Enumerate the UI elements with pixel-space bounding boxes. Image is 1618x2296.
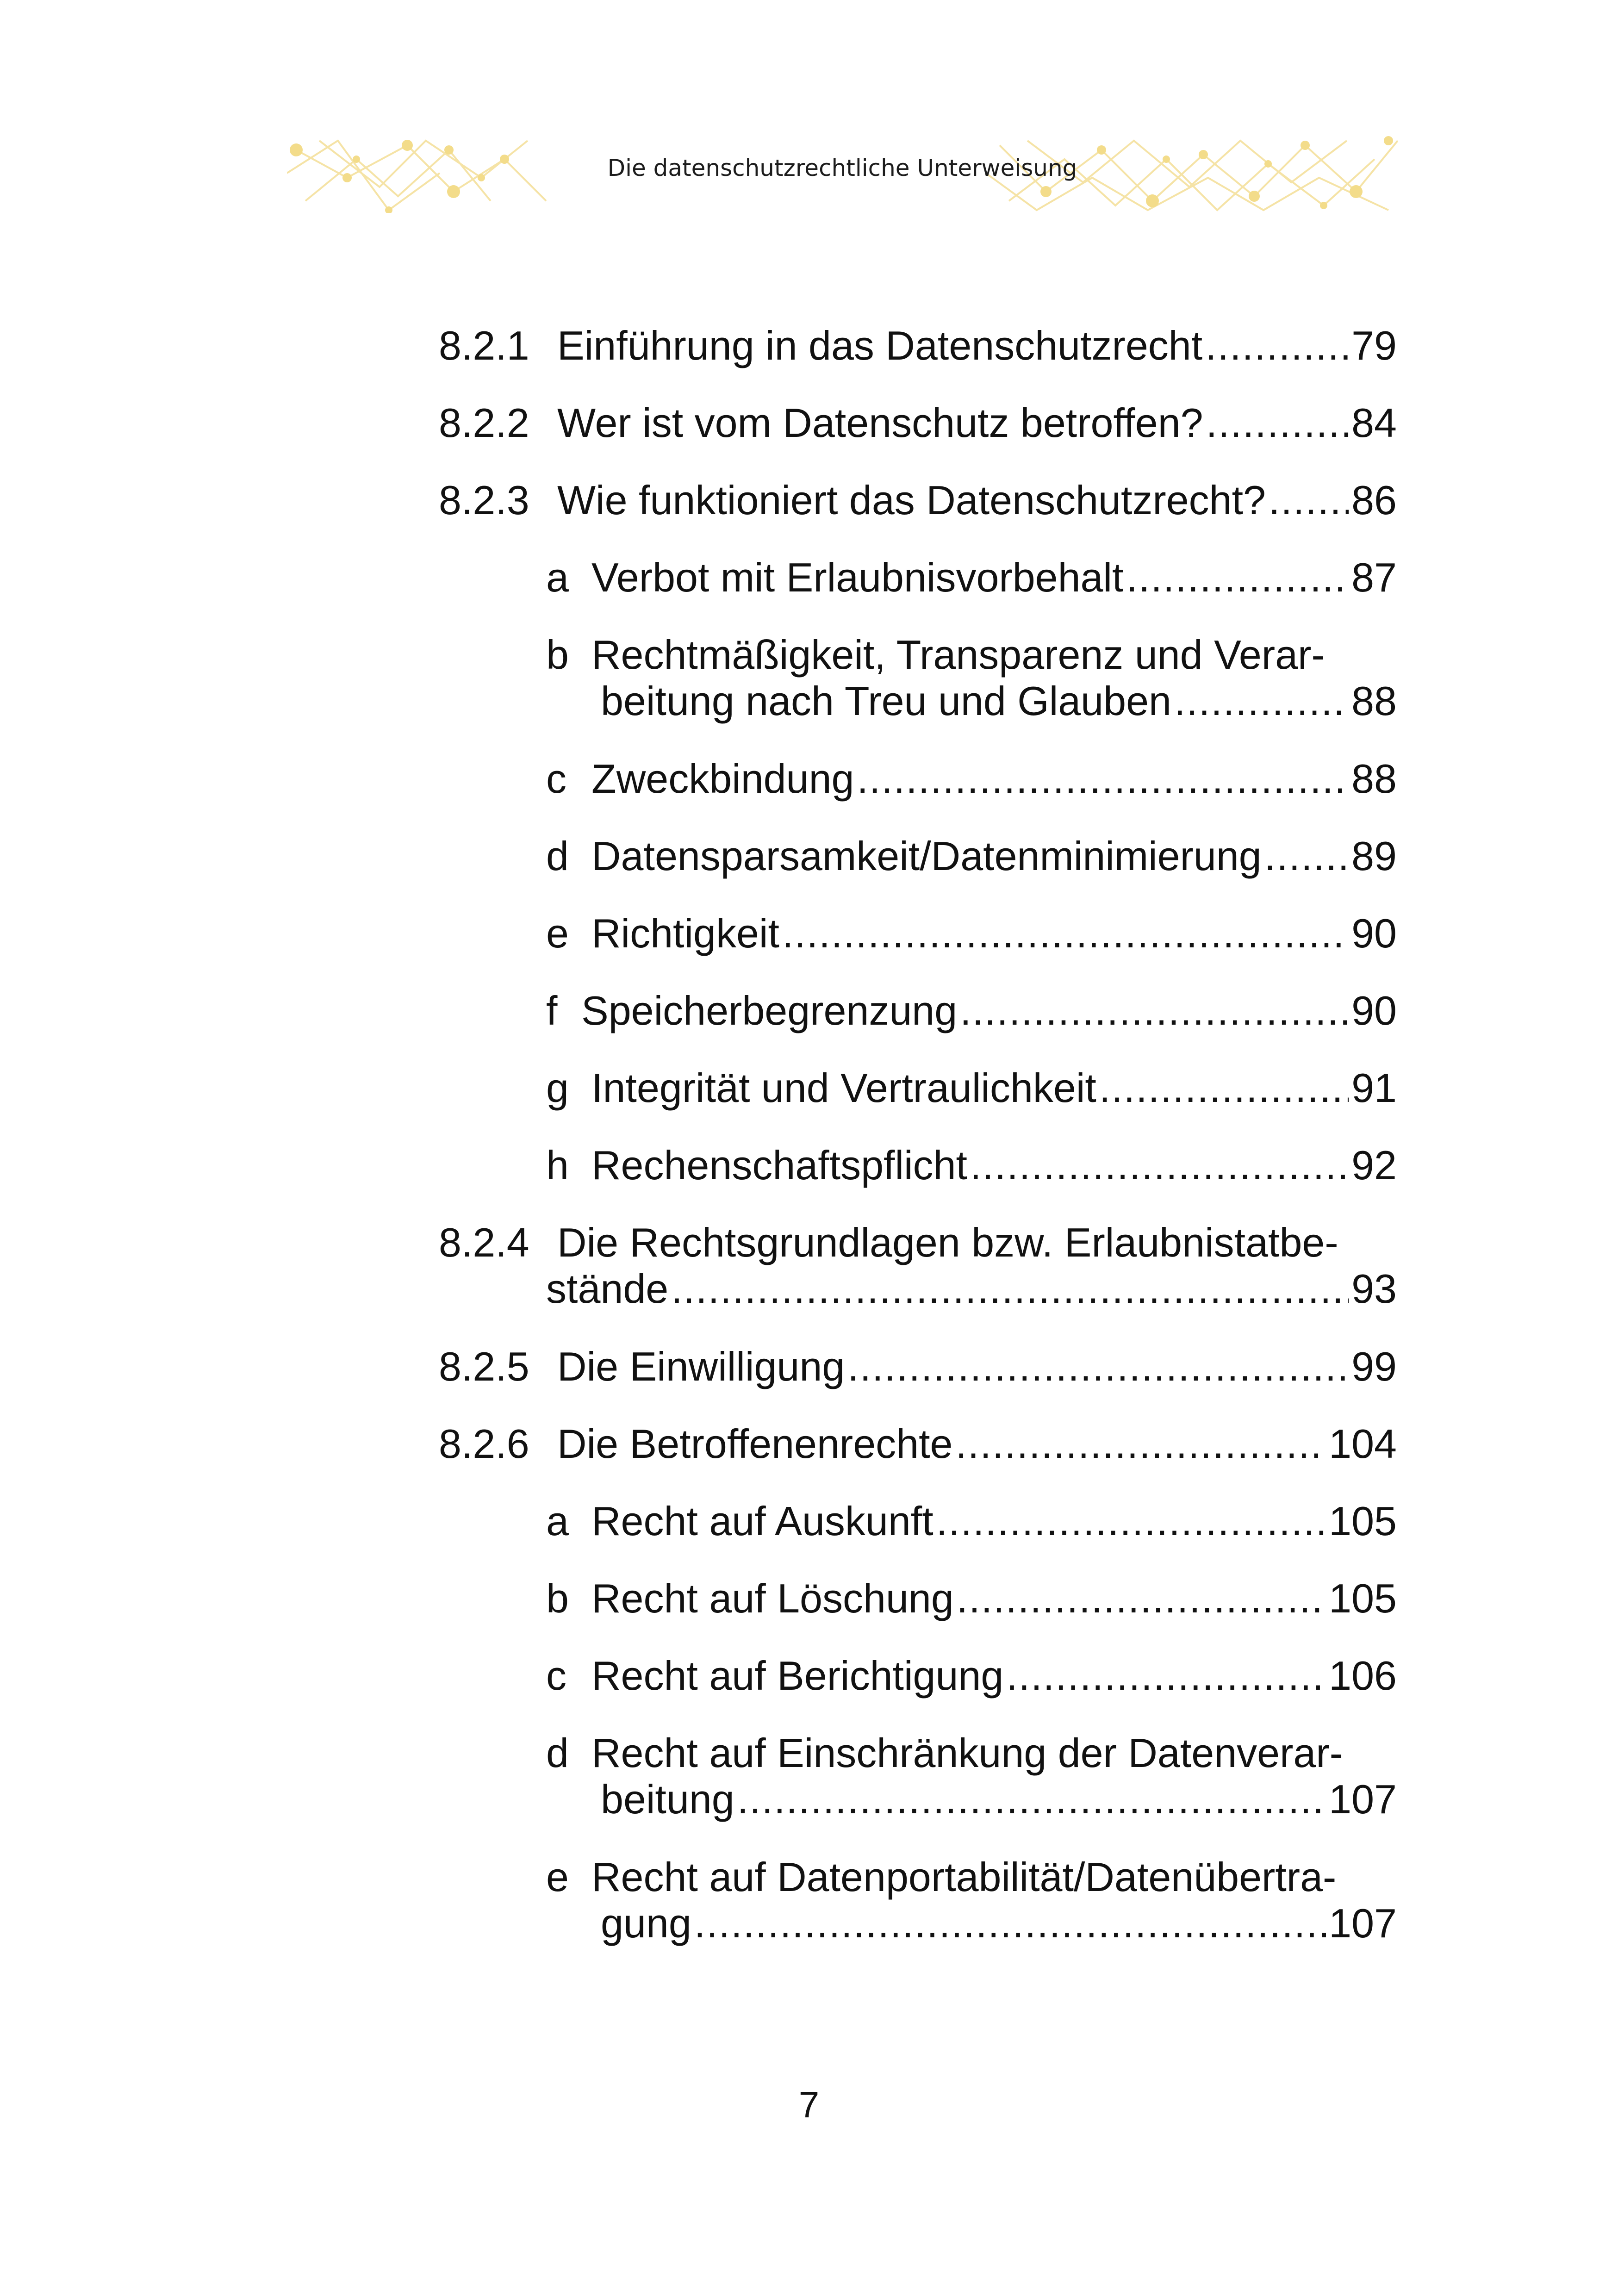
dot-leader [737, 1776, 1326, 1823]
toc-entry-title: Datensparsamkeit/Datenminimierung [591, 833, 1262, 879]
toc-entry-page: 105 [1329, 1498, 1397, 1544]
toc-entry-title: Rechenschaftspflicht [591, 1142, 967, 1188]
toc-entry-number: b [546, 1575, 569, 1621]
toc-entry-8-2-4[interactable] [439, 1220, 1397, 1312]
toc-entry-number: a [546, 1498, 569, 1544]
dot-leader [1264, 833, 1349, 879]
toc-entry-title: Recht auf Einschränkung der Datenverar- [591, 1730, 1343, 1776]
toc-entry-8-2-6[interactable] [439, 1421, 1397, 1467]
toc-entry-page: 105 [1329, 1575, 1397, 1621]
toc-entry-title-continuation: beitung nach Treu und Glauben [601, 678, 1171, 724]
dot-leader [1126, 554, 1349, 601]
toc-subentry-d[interactable] [546, 1730, 1397, 1823]
toc-entry-title: Die Rechtsgrundlagen bzw. Erlaubnistatbe- [557, 1220, 1338, 1265]
toc-entry-page: 92 [1351, 1142, 1397, 1188]
toc-entry-page: 99 [1351, 1344, 1397, 1389]
toc-entry-title: Die Betroffenenrechte [557, 1421, 953, 1467]
toc-entry-page: 89 [1351, 833, 1397, 879]
toc-subentry-h[interactable] [546, 1142, 1397, 1188]
dot-leader [782, 910, 1349, 957]
toc-entry-title: Verbot mit Erlaubnisvorbehalt [591, 554, 1124, 600]
toc-entry-8-2-3[interactable] [439, 477, 1397, 523]
toc-entry-page: 88 [1351, 756, 1397, 802]
running-header-title: Die datenschutzrechtliche Unterweisung [607, 155, 1077, 181]
dot-leader [936, 1498, 1326, 1544]
header-banner [287, 131, 1398, 213]
toc-entry-title-continuation: gung [601, 1900, 691, 1946]
dot-leader [1174, 678, 1349, 724]
toc-entry-title: Recht auf Löschung [591, 1575, 954, 1621]
toc-entry-number: e [546, 910, 569, 956]
toc-entry-page: 107 [1329, 1776, 1397, 1822]
toc-subentry-g[interactable] [546, 1065, 1397, 1111]
dot-leader [1205, 323, 1349, 369]
toc-entry-title: Integrität und Vertraulichkeit [591, 1065, 1096, 1111]
toc-subentry-f[interactable] [546, 988, 1397, 1034]
toc-subentry-a[interactable] [546, 1498, 1397, 1544]
dot-leader [857, 756, 1349, 802]
dot-leader [1206, 400, 1349, 446]
toc-entry-number: 8.2.5 [439, 1344, 529, 1389]
page-number: 7 [798, 2084, 820, 2125]
toc-entry-number: a [546, 554, 569, 600]
toc-entry-page: 90 [1351, 988, 1397, 1033]
toc-subentry-c[interactable] [546, 756, 1397, 802]
toc-entry-8-2-5[interactable] [439, 1344, 1397, 1390]
toc-entry-page: 86 [1351, 477, 1397, 523]
toc-entry-page: 90 [1351, 910, 1397, 956]
toc-entry-number: b [546, 632, 569, 678]
toc-entry-title: Wie funktioniert das Datenschutzrecht? [557, 477, 1266, 523]
toc-entry-title: Speicherbegrenzung [581, 988, 958, 1033]
toc-entry-number: 8.2.6 [439, 1421, 529, 1467]
dot-leader [1269, 477, 1349, 523]
toc-subentry-e[interactable] [546, 910, 1397, 957]
dot-leader [955, 1421, 1326, 1467]
toc-entry-page: 106 [1329, 1653, 1397, 1699]
toc-subentry-b[interactable] [546, 1575, 1397, 1622]
toc-entry-page: 79 [1351, 323, 1397, 368]
toc-entry-number: h [546, 1142, 569, 1188]
toc-entry-title: Wer ist vom Datenschutz betroffen? [557, 400, 1203, 446]
dot-leader [1099, 1065, 1349, 1111]
toc-entry-number: 8.2.3 [439, 477, 529, 523]
toc-entry-page: 93 [1351, 1266, 1397, 1312]
dot-leader [671, 1266, 1349, 1312]
toc-entry-title-continuation: beitung [601, 1776, 734, 1822]
toc-entry-8-2-1[interactable] [439, 323, 1397, 369]
toc-entry-title: Richtigkeit [591, 910, 779, 956]
toc-entry-page: 88 [1351, 678, 1397, 724]
toc-entry-page: 107 [1329, 1900, 1397, 1946]
toc-entry-number: g [546, 1065, 569, 1111]
dot-leader [847, 1344, 1349, 1390]
toc-entry-title: Rechtmäßigkeit, Transparenz und Verar- [591, 632, 1325, 678]
toc-entry-number: c [546, 756, 566, 802]
toc-entry-8-2-2[interactable] [439, 400, 1397, 446]
toc-entry-title: Zweckbindung [591, 756, 854, 802]
toc-entry-number: 8.2.2 [439, 400, 529, 446]
toc-entry-title-continuation: stände [546, 1266, 669, 1312]
toc-entry-page: 91 [1351, 1065, 1397, 1111]
toc-entry-number: e [546, 1854, 569, 1900]
toc-subentry-a[interactable] [546, 554, 1397, 601]
dot-leader [957, 1575, 1326, 1622]
toc-subentry-c[interactable] [546, 1653, 1397, 1699]
toc-entry-number: d [546, 833, 569, 879]
toc-entry-page: 84 [1351, 400, 1397, 446]
toc-entry-number: 8.2.1 [439, 323, 529, 368]
toc-subentry-d[interactable] [546, 833, 1397, 879]
toc-entry-title: Recht auf Datenportabilität/Datenübertra- [591, 1854, 1337, 1900]
toc-entry-title: Recht auf Auskunft [591, 1498, 933, 1544]
dot-leader [970, 1142, 1349, 1188]
toc-entry-number: 8.2.4 [439, 1220, 529, 1265]
toc-entry-number: c [546, 1653, 566, 1699]
toc-entry-title: Recht auf Berichtigung [591, 1653, 1004, 1699]
toc-subentry-b[interactable] [546, 632, 1397, 724]
toc-entry-number: d [546, 1730, 569, 1776]
toc-entry-number: f [546, 988, 558, 1033]
dot-leader [694, 1900, 1326, 1947]
toc-entry-page: 87 [1351, 554, 1397, 600]
dot-leader [1006, 1653, 1326, 1699]
toc-entry-title: Einführung in das Datenschutzrecht [557, 323, 1203, 368]
toc-entry-title: Die Einwilligung [557, 1344, 845, 1389]
dot-leader [960, 988, 1349, 1034]
toc-entry-page: 104 [1329, 1421, 1397, 1467]
toc-subentry-e[interactable] [546, 1854, 1397, 1947]
